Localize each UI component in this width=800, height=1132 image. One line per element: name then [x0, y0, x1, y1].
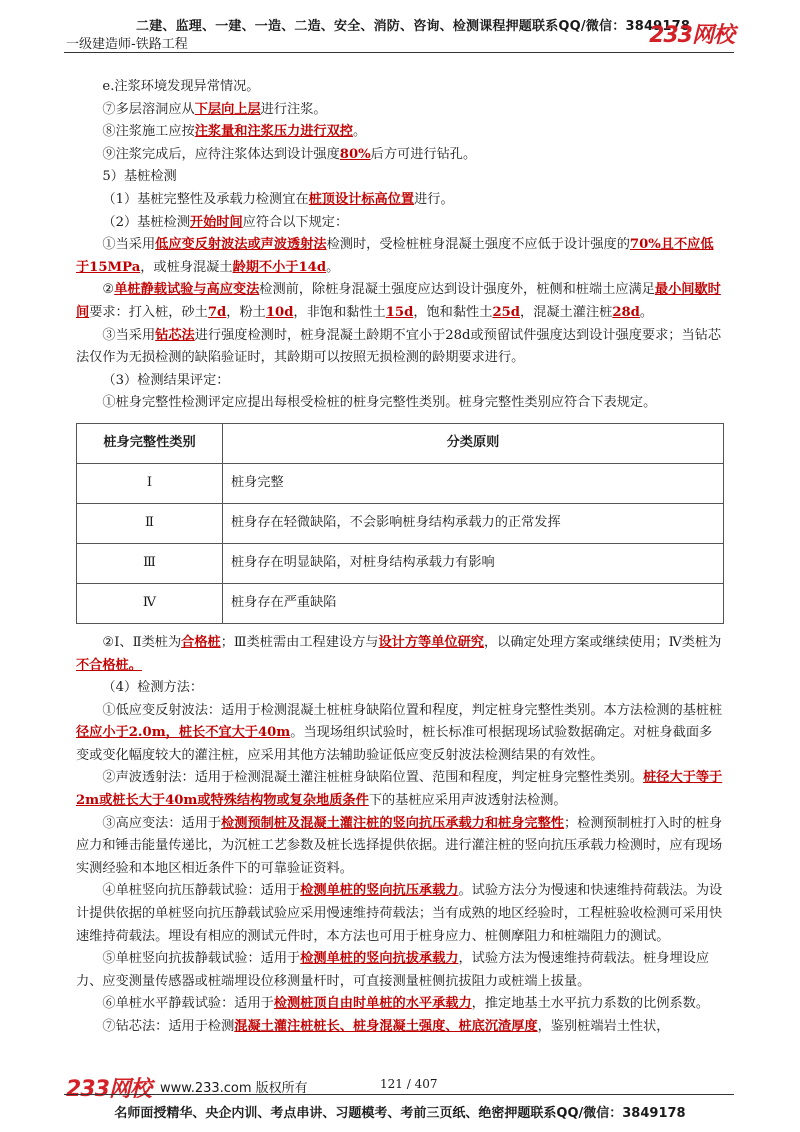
text-run: ，非饱和黏性土	[293, 304, 386, 320]
key-phrase: 检测桩顶自由时单桩的水平承载力	[273, 996, 472, 1012]
key-phrase: 70%且不应低于15MPa	[76, 237, 714, 275]
text-run: 要求：打入桩，砂土	[89, 304, 208, 320]
text-run: ④单桩竖向抗压静载试验：适用于	[102, 883, 301, 899]
page-number: 121 / 407	[380, 1077, 438, 1091]
text-run: 应符合以下规定：	[242, 214, 349, 230]
text-run: （1）基桩完整性及承载力检测宜在	[102, 191, 309, 207]
text-run: ；检测预制桩打入时的桩身应力和锤击能量传递比，为沉桩工艺参数及桩长选择提供依据。进行灌注桩的竖向抗压承载力检测时，应有现场实测经验和本地区相近条件下的可靠验证资料。	[76, 815, 723, 876]
key-phrase: 28d	[612, 304, 640, 320]
text-run: ①桩身完整性检测评定应提出每根受检桩的桩身完整性类别。桩身完整性类别应符合下表规定。	[102, 395, 657, 411]
text-run: ，混凝土灌注桩	[520, 304, 613, 320]
table-cell-category: Ⅲ	[77, 543, 223, 583]
table-header-row	[77, 423, 724, 463]
paragraph	[76, 325, 724, 370]
paragraph	[76, 212, 724, 235]
key-phrase: 检测单桩的竖向抗拔承载力	[300, 951, 459, 967]
header-divider	[64, 52, 734, 53]
paragraph	[76, 813, 724, 881]
text-run: 。	[326, 259, 340, 275]
text-run: ②Ⅰ、Ⅱ类桩为	[102, 634, 182, 650]
text-run: 后方可进行钻孔。	[370, 146, 477, 162]
text-run: ；Ⅲ类桩需由工程建设方与	[220, 634, 379, 650]
text-run: 。	[639, 304, 654, 320]
table-row	[77, 583, 724, 623]
key-phrase: 检测预制桩及混凝土灌注桩的竖向抗压承载力和桩身完整性	[221, 815, 564, 831]
text-run: 。试验方法分为慢速和快速维持荷载法。为设计提供依据的单桩竖向抗压静载试验应采用慢速维持荷载法；当有成熟的地区经验时，工程桩验收检测可采用快速维持荷载法。埋设有相应的测试元件时，本方法也可用于桩身应力、桩侧摩阻力和桩端阻力的测试。	[76, 883, 723, 944]
key-phrase: 7d	[207, 304, 227, 320]
paragraph	[76, 1016, 724, 1039]
table-cell-principle: 桩身存在轻微缺陷，不会影响桩身结构承载力的正常发挥	[223, 503, 724, 543]
footer-divider	[64, 1094, 734, 1095]
paragraph	[76, 392, 724, 415]
paragraph	[76, 279, 724, 324]
key-phrase: 龄期不小于14d	[232, 259, 327, 275]
table-cell-category: Ⅳ	[77, 583, 223, 623]
paragraphs-part1	[76, 76, 724, 415]
text-run: ，或桩身混凝土	[140, 259, 233, 275]
text-run: 5）基桩检测	[102, 169, 177, 185]
text-run: ③当采用	[102, 327, 156, 343]
text-run: 检测前，除桩身混凝土强度应达到设计强度外，桩侧和桩端土应满足	[259, 282, 655, 298]
paragraph	[76, 99, 724, 122]
table-cell-category: Ⅰ	[77, 463, 223, 503]
key-phrase: 钻芯法	[155, 327, 195, 343]
paragraph	[76, 121, 724, 144]
table-cell-principle: 桩身存在明显缺陷，对桩身结构承载力有影响	[223, 543, 724, 583]
table-header-category: 桩身完整性类别	[77, 423, 223, 463]
table-header-principle: 分类原则	[223, 423, 724, 463]
text-run: 进行。	[414, 191, 454, 207]
text-run: 检测时，受检桩桩身混凝土强度不应低于设计强度的	[326, 237, 630, 253]
paragraph	[76, 880, 724, 948]
key-phrase: 混凝土灌注桩桩长、桩身混凝土强度、桩底沉渣厚度	[234, 1019, 538, 1034]
key-phrase: 开始时间	[189, 214, 243, 230]
paragraph	[76, 632, 724, 677]
text-run: ①低应变反射波法：适用于检测混凝土桩桩身缺陷位置和程度，判定桩身完整性类别。本方法检测的基桩桩	[102, 702, 723, 718]
key-phrase: 单桩静载试验与高应变法	[114, 282, 260, 298]
table-cell-category: Ⅱ	[77, 503, 223, 543]
text-run: ，试验方法为慢速维持荷载法。桩身埋设应力、应变测量传感器或桩端埋设位移测量杆时，可直接测量桩侧抗拔阻力或桩端上拔量。	[76, 951, 710, 989]
text-run: e.注浆环境发现异常情况。	[102, 79, 260, 94]
text-run: ⑦多层溶洞应从	[102, 101, 195, 117]
table-row	[77, 543, 724, 583]
text-run: 。当现场组织试验时，桩长标准可根据现场试验数据确定。对桩身截面多变或变化幅度较大的灌注桩，应采用其他方法辅助验证低应变反射波法检测结果的有效性。	[76, 725, 713, 763]
text-run: ①当采用	[102, 237, 156, 253]
text-run: ⑥单桩水平静载试验：适用于	[102, 996, 274, 1012]
header-contact-line: 二建、监理、一建、一造、二造、安全、消防、咨询、检测课程押题联系QQ/微信：3849178	[136, 19, 691, 34]
key-phrase: 低应变反射波法或声波透射法	[155, 237, 327, 253]
text-run: 。	[352, 124, 367, 140]
paragraph	[76, 234, 724, 279]
key-phrase: 径应小于2.0m，桩长不宜大于40m	[76, 725, 291, 741]
table-row	[77, 503, 724, 543]
key-phrase: 下层向上层	[194, 101, 261, 117]
table-cell-principle: 桩身存在严重缺陷	[223, 583, 724, 623]
header-subtitle: 一级建造师-铁路工程	[66, 37, 188, 52]
text-run: ③高应变法：适用于	[102, 815, 222, 831]
text-run: ，以确定处理方案或继续使用；Ⅳ类桩为	[483, 634, 722, 650]
key-phrase: 80%	[339, 146, 371, 162]
text-run: ⑦钻芯法：适用于检测	[102, 1019, 235, 1034]
footer-site: www.233.com 版权所有	[160, 1081, 308, 1096]
text-run: 下的基桩应采用声波透射法检测。	[368, 793, 567, 809]
paragraph	[76, 166, 724, 189]
text-run: ②声波透射法：适用于检测混凝土灌注桩桩身缺陷位置、范围和程度，判定桩身完整性类别。	[102, 770, 644, 786]
text-run: ⑨注浆完成后，应待注浆体达到设计强度	[102, 146, 340, 162]
key-phrase: 注浆量和注浆压力进行双控	[194, 124, 353, 140]
text-run: ，鉴别桩端岩土性状，	[537, 1019, 670, 1034]
paragraph	[76, 76, 724, 99]
integrity-table	[76, 423, 724, 624]
paragraph	[76, 948, 724, 993]
paragraph	[76, 993, 724, 1016]
footer-logo: 233网校	[66, 1077, 151, 1102]
table-cell-principle: 桩身完整	[223, 463, 724, 503]
paragraph	[76, 189, 724, 212]
key-phrase: 最小间歇时间	[76, 282, 721, 320]
document-body	[76, 76, 724, 1039]
paragraph	[76, 767, 724, 812]
text-run: ，推定地基土水平抗力系数的比例系数。	[471, 996, 710, 1012]
text-run: ⑤单桩竖向抗拔静载试验：适用于	[102, 951, 301, 967]
paragraph	[76, 144, 724, 167]
key-phrase: 15d	[385, 304, 414, 320]
paragraphs-part2	[76, 632, 724, 1039]
key-phrase: 检测单桩的竖向抗压承载力	[300, 883, 459, 899]
text-run: ，粉土	[226, 304, 266, 320]
text-run: ⑧注浆施工应按	[102, 124, 195, 140]
footer-contact-line: 名师面授精华、央企内训、考点串讲、习题模考、考前三页纸、绝密押题联系QQ/微信：3849178	[114, 1106, 686, 1121]
table-row	[77, 463, 724, 503]
key-phrase: 桩顶设计标高位置	[308, 191, 415, 207]
text-run: （3）检测结果评定：	[102, 372, 230, 388]
text-run: 进行强度检测时，桩身混凝土龄期不宜小于28d或预留试件强度达到设计强度要求；当钻芯法仅作为无损检测的缺陷验证时，其龄期可以按照无损检测的龄期要求进行。	[76, 327, 722, 366]
text-run: （2）基桩检测	[102, 214, 190, 230]
key-phrase: 设计方等单位研究	[378, 634, 484, 650]
text-run: （4）检测方法：	[102, 680, 204, 696]
key-phrase: 10d	[265, 304, 294, 320]
key-phrase: 25d	[492, 304, 521, 320]
header-logo: 233网校	[649, 23, 734, 48]
paragraph	[76, 677, 724, 700]
paragraph	[76, 700, 724, 768]
key-phrase: 不合格桩。	[76, 657, 142, 673]
paragraph	[76, 370, 724, 393]
key-phrase: 合格桩	[181, 634, 221, 650]
text-run: ②	[102, 282, 115, 298]
key-phrase: 桩径大于等于2m或桩长大于40m或特殊结构物或复杂地质条件	[76, 770, 723, 809]
text-run: 进行注浆。	[260, 101, 327, 117]
text-run: ，饱和黏性土	[413, 304, 493, 320]
